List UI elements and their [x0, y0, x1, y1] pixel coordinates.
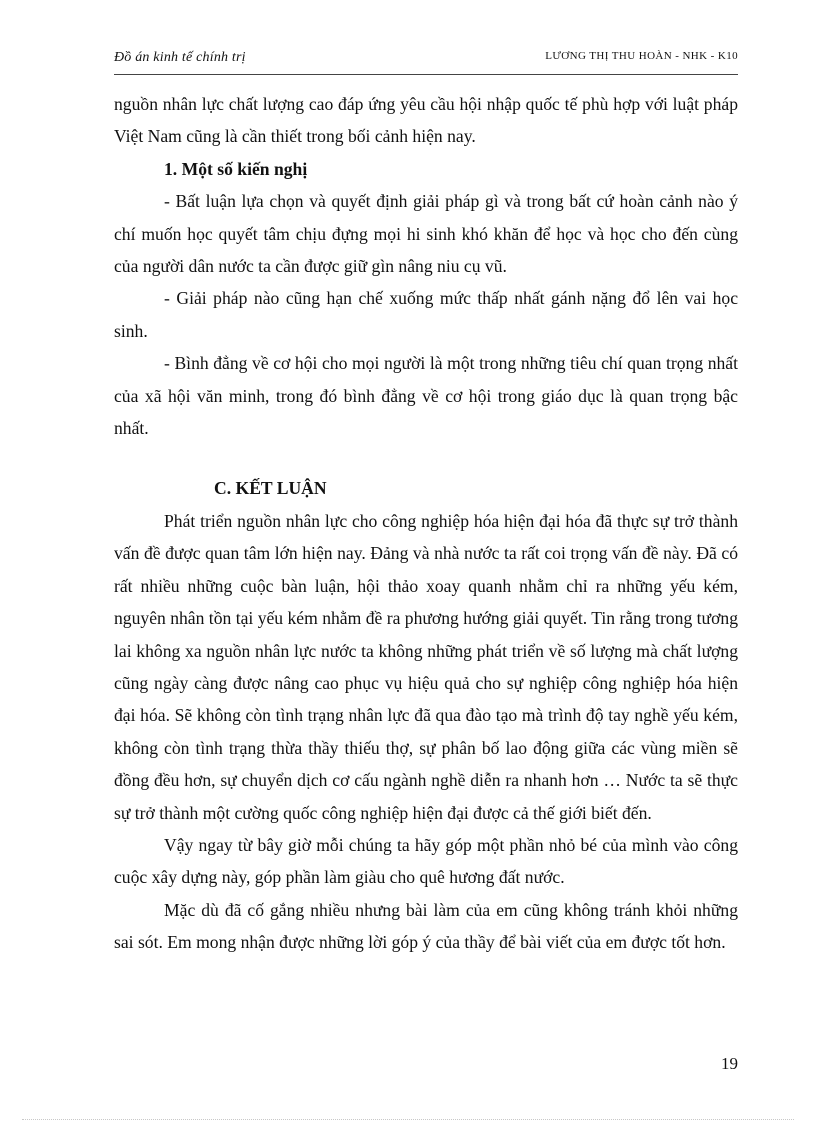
- footer-divider: [22, 1119, 794, 1120]
- paragraph-conclusion-3: Mặc dù đã cố gắng nhiều nhưng bài làm của em cũng không tránh khỏi những sai sót. Em mong nhận được những lời góp ý của thầy để bài viết của em được tốt hơn.: [114, 899, 738, 953]
- header-author: LƯƠNG THỊ THU HOÀN - NHK - K10: [545, 50, 738, 62]
- section-heading-conclusion: C. KẾT LUẬN: [214, 478, 327, 499]
- paragraph-conclusion-2: Vậy ngay từ bây giờ mỗi chúng ta hãy góp một phần nhỏ bé của mình vào công cuộc xây dựng này, góp phần làm giàu cho quê hương đất nước.: [114, 834, 738, 888]
- section-heading-recommendations: 1. Một số kiến nghị: [164, 158, 308, 179]
- page-number: 19: [721, 1054, 738, 1073]
- paragraph-recommendation-2: - Giải pháp nào cũng hạn chế xuống mức thấp nhất gánh nặng đổ lên vai học sinh.: [114, 288, 738, 341]
- document-body: [114, 88, 738, 959]
- section-spacer: [114, 444, 738, 472]
- paragraph-intro: nguồn nhân lực chất lượng cao đáp ứng yêu cầu hội nhập quốc tế phù hợp với luật pháp Việt Nam cũng là cần thiết trong bối cảnh hiện nay.: [114, 94, 738, 147]
- header-divider: [114, 74, 738, 75]
- paragraph-recommendation-1: - Bất luận lựa chọn và quyết định giải pháp gì và trong bất cứ hoàn cảnh nào ý chí muốn học quyết tâm chịu đựng mọi hi sinh khó khăn để học và học cho đến cùng của người dân nước ta cần được giữ gìn nâng niu cụ vũ.: [114, 191, 738, 277]
- paragraph-conclusion-1: Phát triển nguồn nhân lực cho công nghiệp hóa hiện đại hóa đã thực sự trở thành vấn đề được quan tâm lớn hiện nay. Đảng và nhà nước ta rất coi trọng vấn đề này. Đã có rất nhiều những cuộc bàn luận, hội thảo xoay quanh nhằm chỉ ra những yếu kém, nguyên nhân tồn tại yếu kém nhằm đề ra phương hướng giải quyết. Tin rằng trong tương lai không xa nguồn nhân lực nước ta không những phát triển về số lượng mà chất lượng cũng ngày càng được nâng cao phục vụ hiệu quả cho sự nghiệp công nghiệp hóa hiện đại hóa. Sẽ không còn tình trạng nhân lực đã qua đào tạo mà trình độ tay nghề yếu kém, không còn tình trạng thừa thầy thiếu thợ, sự phân bố lao động giữa các vùng miền sẽ đồng đều hơn, sự chuyển dịch cơ cấu ngành nghề diễn ra nhanh hơn … Nước ta sẽ thực sự trở thành một cường quốc công nghiệp hiện đại được cả thế giới biết đến.: [114, 510, 738, 823]
- page-header: [114, 48, 738, 72]
- paragraph-recommendation-3: - Bình đẳng về cơ hội cho mọi người là một trong những tiêu chí quan trọng nhất của xã hội văn minh, trong đó bình đẳng về cơ hội trong giáo dục là quan trọng bậc nhất.: [114, 353, 738, 439]
- header-course-title: Đồ án kinh tế chính trị: [114, 50, 246, 65]
